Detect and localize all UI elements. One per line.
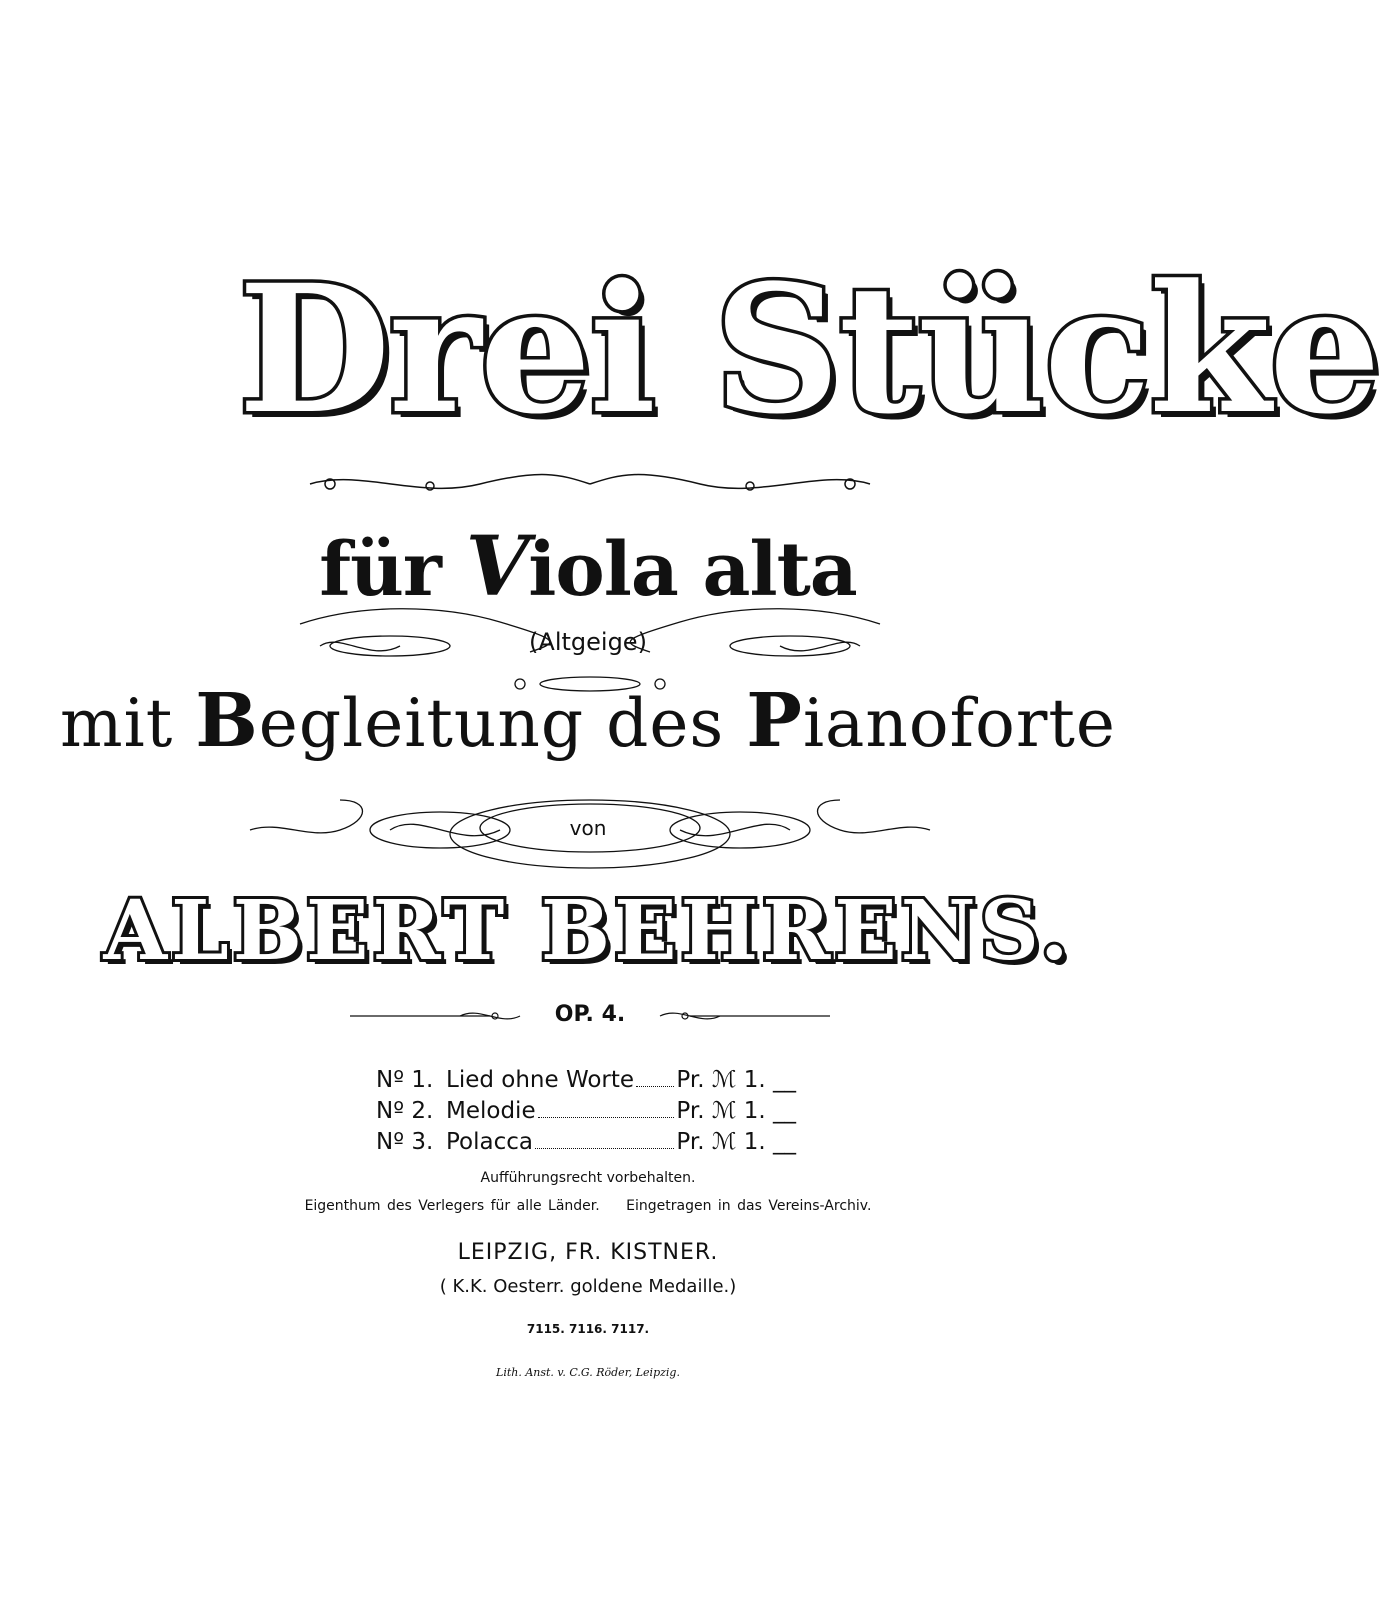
instrument-line <box>0 519 1176 615</box>
instrument-initial: V <box>465 519 529 615</box>
contents-price: Pr. ℳ 1. __ <box>676 1067 796 1093</box>
leader-dots <box>535 1148 674 1149</box>
printer-credit: Lith. Anst. v. C.G. Röder, Leipzig. <box>496 1366 680 1379</box>
instrument-prefix: für <box>319 527 466 613</box>
plate-numbers: 7115. 7116. 7117. <box>526 1322 650 1336</box>
ownership-right: Eingetragen in das Vereins-Archiv. <box>626 1198 872 1214</box>
opus: OP. 4. <box>554 1002 626 1027</box>
accompaniment-part1: mit <box>60 685 196 762</box>
leader-dots <box>538 1117 675 1118</box>
contents-row <box>376 1124 796 1155</box>
accompaniment-cap2: P <box>746 678 803 764</box>
by-label: von <box>569 816 607 840</box>
contents-title: Lied ohne Worte <box>446 1067 635 1093</box>
contents-title: Polacca <box>446 1129 533 1155</box>
accompaniment-cap1: B <box>195 678 259 764</box>
ownership-line <box>0 1198 1176 1214</box>
contents-title: Melodie <box>446 1098 536 1124</box>
alt-name: (Altgeige) <box>529 628 647 656</box>
title: Drei Stücke <box>238 246 1379 453</box>
rights-notice: Aufführungsrecht vorbehalten. <box>480 1170 696 1186</box>
opus-row <box>350 1000 830 1036</box>
contents-price: Pr. ℳ 1. __ <box>676 1098 796 1124</box>
ownership-left: Eigenthum des Verlegers für alle Länder. <box>304 1198 600 1214</box>
instrument-name: iola alta <box>528 527 857 613</box>
medal-note: ( K.K. Oesterr. goldene Medaille.) <box>439 1276 737 1297</box>
accompaniment-line <box>0 678 1176 764</box>
title-block <box>238 246 1379 492</box>
contents-number: Nº 3. <box>376 1129 434 1155</box>
contents-row <box>376 1062 796 1093</box>
contents-list <box>376 1062 796 1155</box>
contents-row <box>376 1093 796 1124</box>
composer-name: ALBERT BEHRENS. <box>103 883 1073 979</box>
contents-number: Nº 2. <box>376 1098 434 1124</box>
publisher: LEIPZIG, FR. KISTNER. <box>457 1240 719 1265</box>
accompaniment-part3: ianoforte <box>802 685 1116 762</box>
contents-number: Nº 1. <box>376 1067 434 1093</box>
title-flourish <box>300 464 880 504</box>
accompaniment-part2: egleitung des <box>258 685 747 762</box>
leader-dots <box>636 1086 674 1087</box>
contents-price: Pr. ℳ 1. __ <box>676 1129 796 1155</box>
